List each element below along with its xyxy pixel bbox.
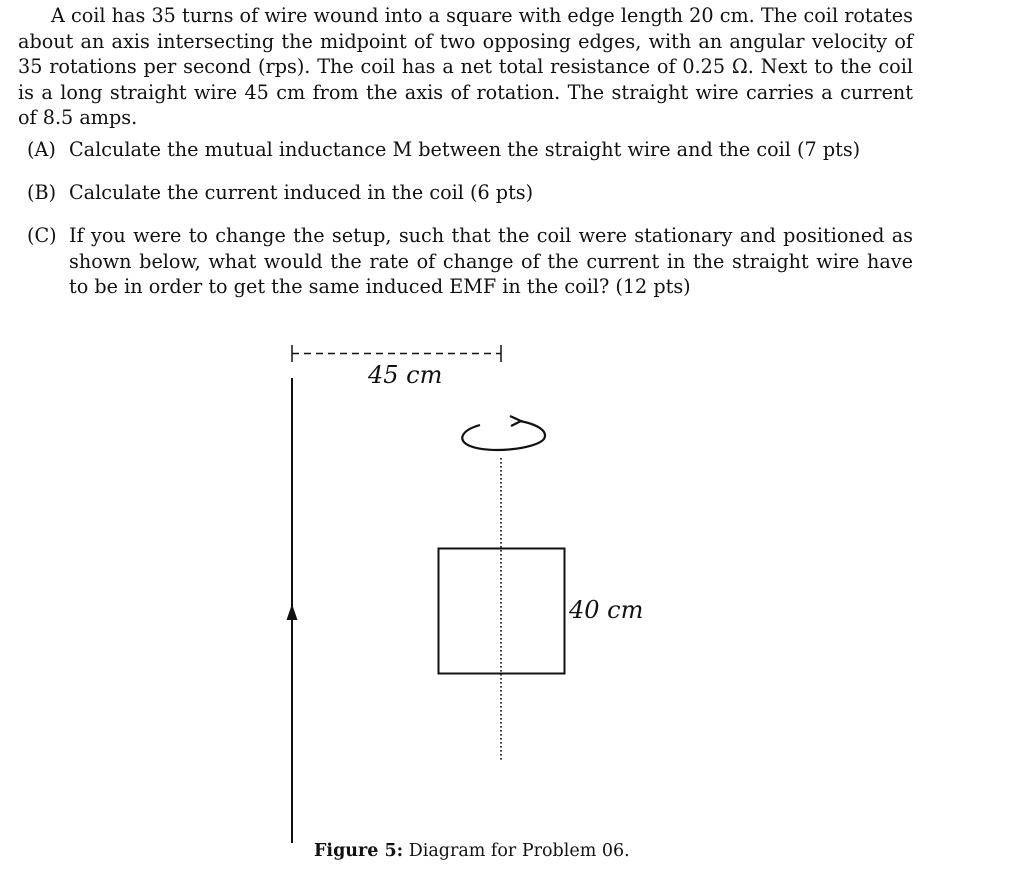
- part-b-text: Calculate the current induced in the coil (6 pts): [69, 181, 534, 204]
- caption-text: Diagram for Problem 06.: [408, 841, 630, 861]
- side-length-label: 40 cm: [569, 596, 644, 624]
- part-c-label: (C): [27, 224, 57, 247]
- problem-statement: A coil has 35 turns of wire wound into a square with edge length 20 cm. The coil rotates about an axis intersecting the midpoint of two opposing edges, with an angular velocity of 35 rotations per second (rps). The coil has a net total resistance of 0.25 Ω. Next to the coil is a long straight wire 45 cm from the axis of rotation. The straight wire carries a current of 8.5 amps.: [18, 4, 913, 129]
- part-a-label: (A): [27, 138, 56, 161]
- rotation-arrow-icon: [462, 416, 545, 450]
- distance-label: 45 cm: [368, 361, 443, 389]
- part-a-text: Calculate the mutual inductance M between the straight wire and the coil (7 pts): [69, 138, 861, 161]
- part-b-label: (B): [27, 181, 57, 204]
- figure-caption: [314, 841, 630, 861]
- current-arrow-icon: [287, 604, 298, 620]
- caption-label: Figure 5:: [314, 841, 404, 861]
- part-c-text: If you were to change the setup, such that the coil were stationary and positioned as shown below, what would the rate of change of the current in the straight wire have to be in order to get the same induced EMF in the coil? (12 pts): [69, 224, 913, 298]
- distance-dimension: [292, 345, 501, 362]
